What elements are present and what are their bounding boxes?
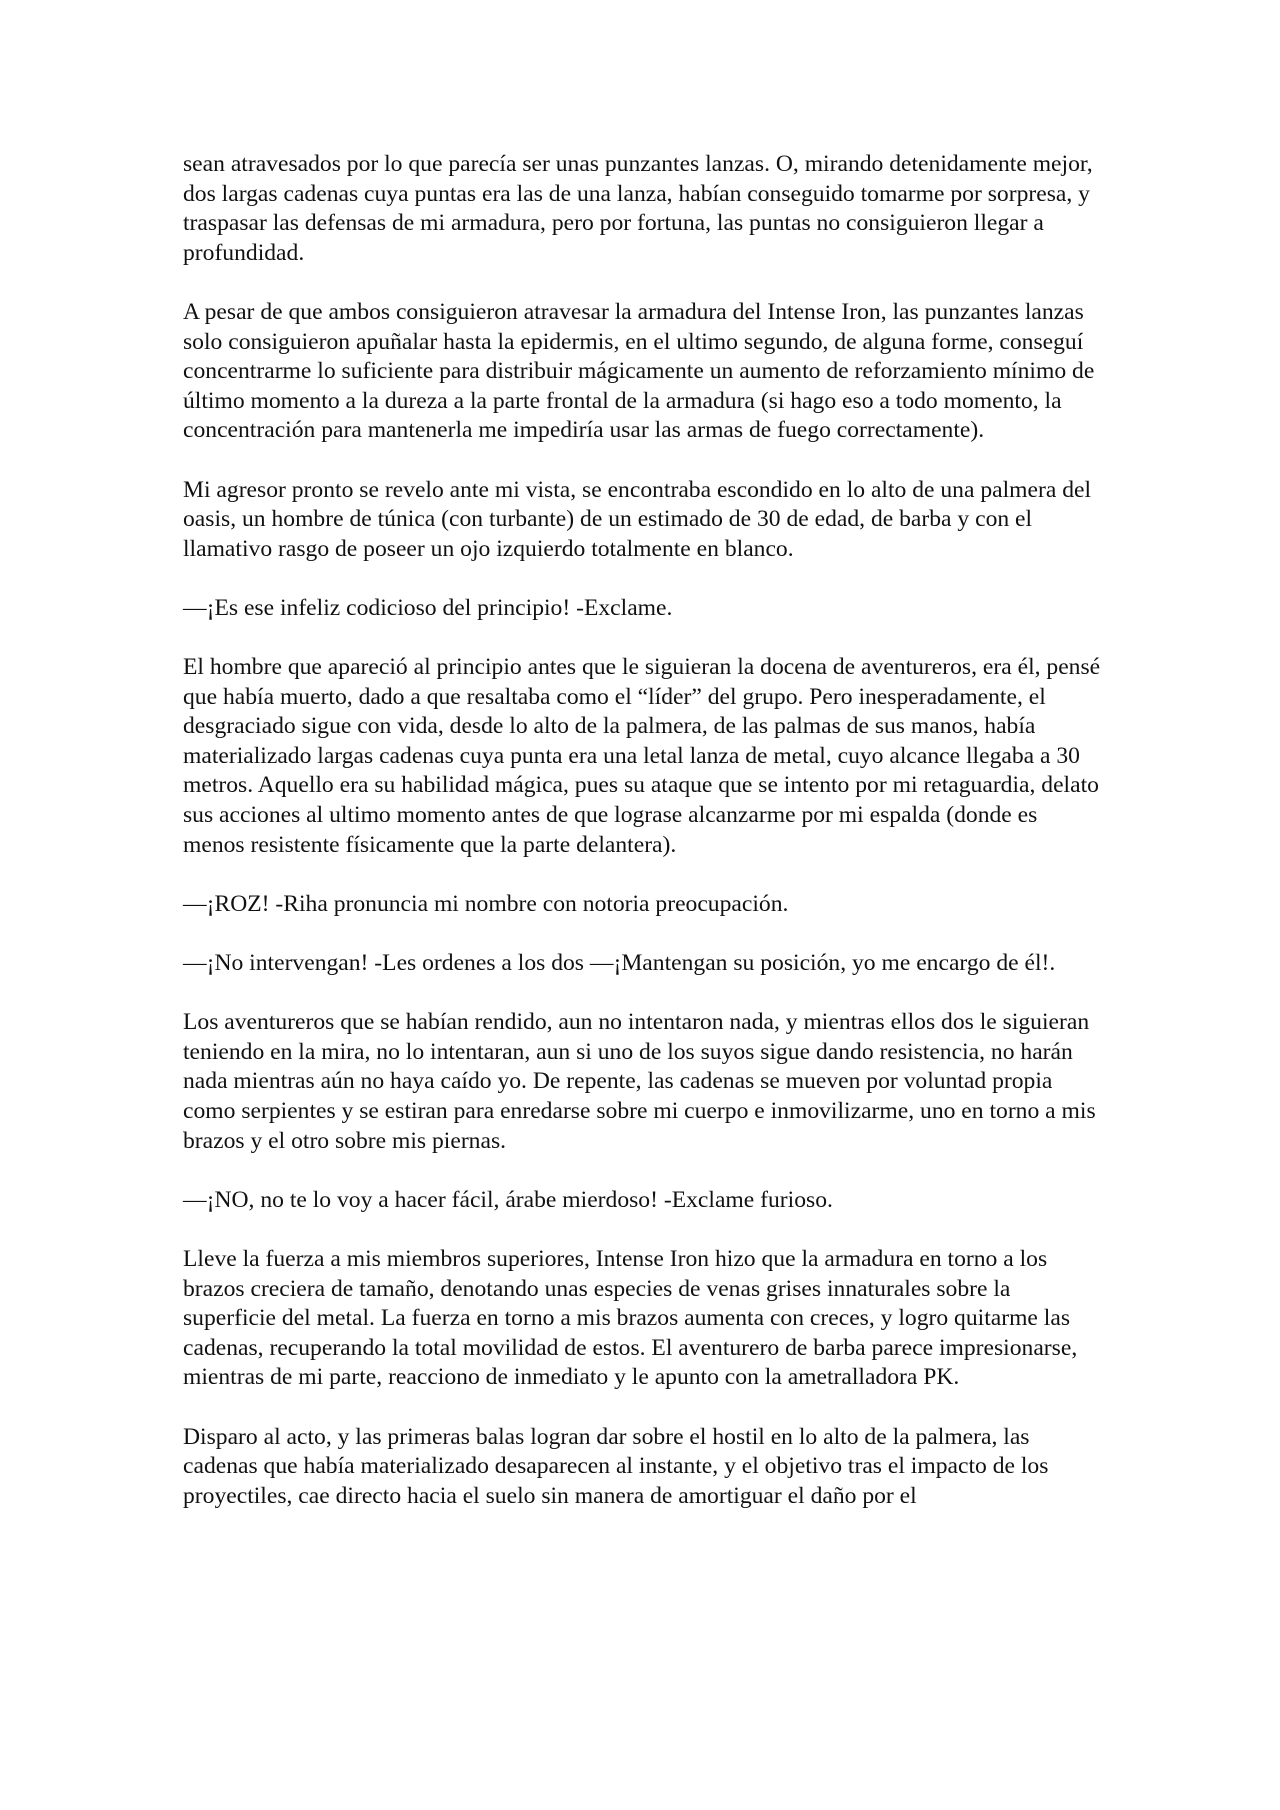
document-body: [183, 150, 1103, 1511]
paragraph-5: Los aventureros que se habían rendido, aun no intentaron nada, y mientras ellos dos le siguieran teniendo en la mira, no lo intentaran, aun si uno de los suyos sigue dando resistencia, no harán nada mientras aún no haya caído yo. De repente, las cadenas se mueven por voluntad propia como serpientes y se estiran para enredarse sobre mi cuerpo e inmovilizarme, uno en torno a mis brazos y el otro sobre mis piernas.: [183, 1009, 1096, 1154]
paragraph-3: Mi agresor pronto se revelo ante mi vista, se encontraba escondido en lo alto de una palmera del oasis, un hombre de túnica (con turbante) de un estimado de 30 de edad, de barba y con el llamativo rasgo de poseer un ojo izquierdo totalmente en blanco.: [183, 476, 1092, 562]
dialogue-line-2: —¡ROZ! -Riha pronuncia mi nombre con notoria preocupación.: [183, 890, 789, 917]
paragraph-7: Disparo al acto, y las primeras balas logran dar sobre el hostil en lo alto de la palmera, las cadenas que había materializado desaparecen al instante, y el objetivo tras el impacto de los proyectiles, cae directo hacia el suelo sin manera de amortiguar el daño por el: [183, 1423, 1049, 1509]
dialogue-line-4: —¡NO, no te lo voy a hacer fácil, árabe mierdoso! -Exclame furioso.: [183, 1186, 833, 1213]
dialogue-line-3: —¡No intervengan! -Les ordenes a los dos —¡Mantengan su posición, yo me encargo de él!.: [183, 950, 1056, 977]
paragraph-4: El hombre que apareció al principio antes que le siguieran la docena de aventureros, era él, pensé que había muerto, dado a que resaltaba como el “líder” del grupo. Pero inesperadamente, el desgraciado sigue con vida, desde lo alto de la palmera, de las palmas de sus manos, había materializado largas cadenas cuya punta era una letal lanza de metal, cuyo alcance llegaba a 30 metros. Aquello era su habilidad mágica, pues su ataque que se intento por mi retaguardia, delato sus acciones al ultimo momento antes de que lograse alcanzarme por mi espalda (donde es menos resistente físicamente que la parte delantera).: [183, 654, 1101, 858]
paragraph-6: Lleve la fuerza a mis miembros superiores, Intense Iron hizo que la armadura en torno a los brazos creciera de tamaño, denotando unas especies de venas grises innaturales sobre la superficie del metal. La fuerza en torno a mis brazos aumenta con creces, y logro quitarme las cadenas, recuperando la total movilidad de estos. El aventurero de barba parece impresionarse, mientras de mi parte, reacciono de inmediato y le apunto con la ametralladora PK.: [183, 1245, 1078, 1391]
dialogue-line-1: —¡Es ese infeliz codicioso del principio! -Exclame.: [183, 594, 673, 621]
paragraph-1: sean atravesados por lo que parecía ser unas punzantes lanzas. O, mirando detenidamente mejor, dos largas cadenas cuya puntas era las de una lanza, habían conseguido tomarme por sorpresa, y traspasar las defensas de mi armadura, pero por fortuna, las puntas no consiguieron llegar a profundidad.: [183, 151, 1093, 266]
paragraph-2: A pesar de que ambos consiguieron atravesar la armadura del Intense Iron, las punzantes lanzas solo consiguieron apuñalar hasta la epidermis, en el ultimo segundo, de alguna forme, conseguí concentrarme lo suficiente para distribuir mágicamente un aumento de reforzamiento mínimo de último momento a la dureza a la parte frontal de la armadura (si hago eso a todo momento, la concentración para mantenerla me impediría usar las armas de fuego correctamente).: [183, 298, 1095, 444]
